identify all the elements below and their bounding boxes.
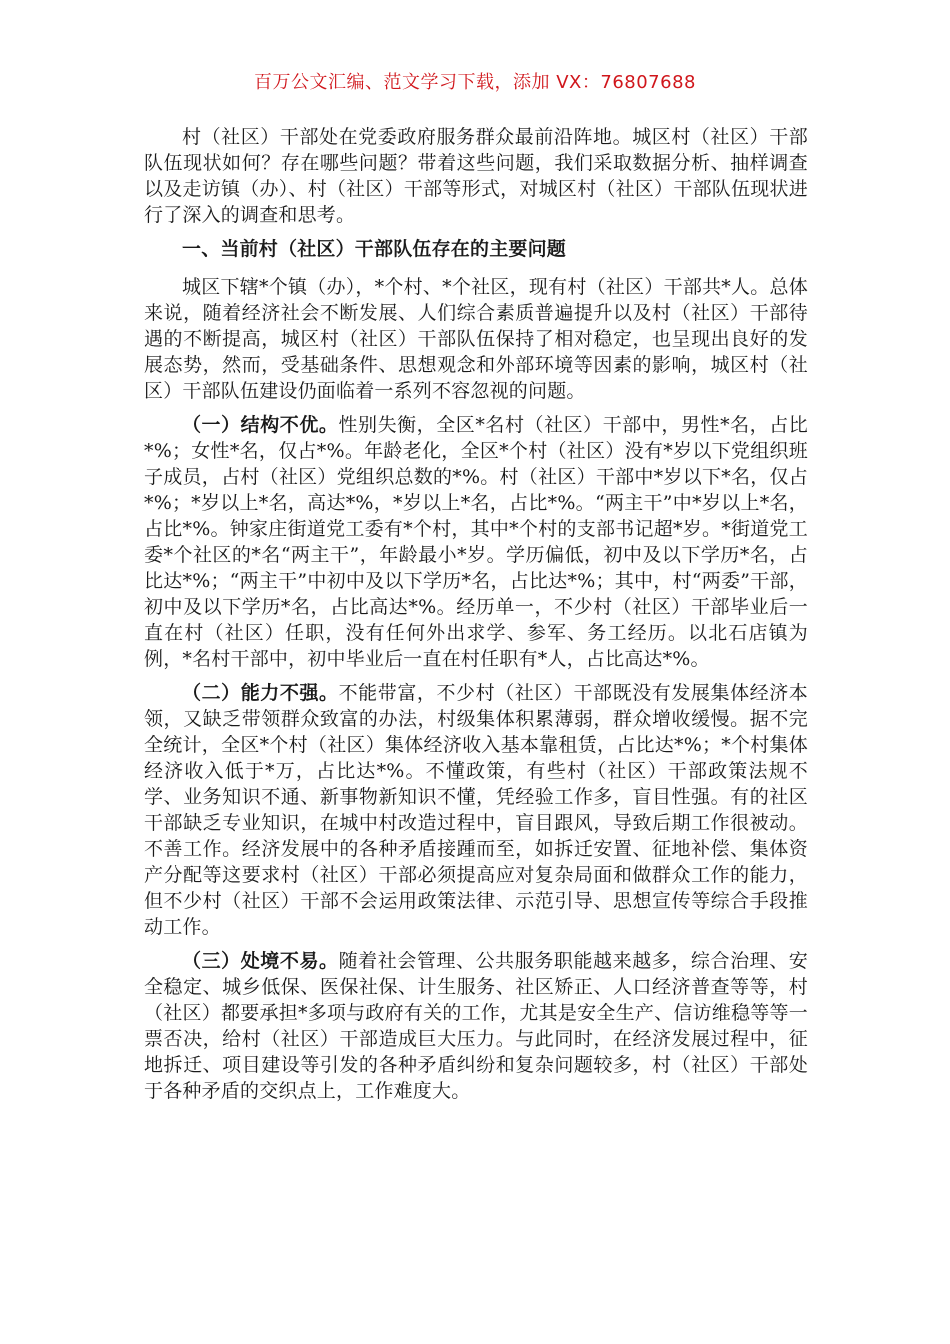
problem-structure-paragraph (144, 412, 808, 672)
section-overview-paragraph: 城区下辖*个镇（办），*个村、*个社区，现有村（社区）干部共*人。总体来说，随着经济社会不断发展、人们综合素质普遍提升以及村（社区）干部待遇的不断提高，城区村（社区）干部队伍保持了相对稳定，也呈现出良好的发展态势，然而，受基础条件、思想观念和外部环境等因素的影响，城区村（社区）干部队伍建设仍面临着一系列不容忽视的问题。 (144, 276, 808, 402)
problem-ability-paragraph (144, 680, 808, 940)
intro-paragraph: 村（社区）干部处在党委政府服务群众最前沿阵地。城区村（社区）干部队伍现状如何？存在哪些问题？带着这些问题，我们采取数据分析、抽样调查以及走访镇（办）、村（社区）干部等形式，对城区村（社区）干部队伍现状进行了深入的调查和思考。 (144, 126, 808, 226)
problem-ability-title: （二）能力不强。 (182, 682, 339, 704)
document-body (144, 124, 808, 1112)
problem-situation-paragraph (144, 948, 808, 1104)
problem-situation-text: 随着社会管理、公共服务职能越来越多，综合治理、安全稳定、城乡低保、医保社保、计生服务、社区矫正、人口经济普查等等，村（社区）都要承担*多项与政府有关的工作，尤其是安全生产、信访维稳等等一票否决，给村（社区）干部造成巨大压力。与此同时，在经济发展过程中，征地拆迁、项目建设等引发的各种矛盾纠纷和复杂问题较多，村（社区）干部处于各种矛盾的交织点上，工作难度大。 (144, 950, 808, 1102)
problem-ability-text: 不能带富，不少村（社区）干部既没有发展集体经济本领，又缺乏带领群众致富的办法，村级集体积累薄弱，群众增收缓慢。据不完全统计，全区*个村（社区）集体经济收入基本靠租赁，占比达*%；*个村集体经济收入低于*万，占比达*%。不懂政策，有些村（社区）干部政策法规不学、业务知识不通、新事物新知识不懂，凭经验工作多，盲目性强。有的社区干部缺乏专业知识，在城中村改造过程中，盲目跟风，导致后期工作很被动。不善工作。经济发展中的各种矛盾接踵而至，如拆迁安置、征地补偿、集体资产分配等这要求村（社区）干部必须提高应对复杂局面和做群众工作的能力，但不少村（社区）干部不会运用政策法律、示范引导、思想宣传等综合手段推动工作。 (144, 682, 808, 938)
problem-situation-title: （三）处境不易。 (182, 950, 339, 972)
watermark-header: 百万公文汇编、范文学习下载，添加 VX：76807688 (254, 72, 696, 93)
problem-structure-title: （一）结构不优。 (182, 414, 339, 436)
section-heading: 一、当前村（社区）干部队伍存在的主要问题 (182, 238, 567, 260)
problem-structure-text: 性别失衡，全区*名村（社区）干部中，男性*名，占比*%；女性*名，仅占*%。年龄老化，全区*个村（社区）没有*岁以下党组织班子成员，占村（社区）党组织总数的*%。村（社区）干部中*岁以下*名，仅占*%；*岁以上*名，高达*%，*岁以上*名，占比*%。“两主干”中*岁以上*名，占比*%。钟家庄街道党工委有*个村，其中*个村的支部书记超*岁。*街道党工委*个社区的*名“两主干”，年龄最小*岁。学历偏低，初中及以下学历*名，占比达*%；“两主干”中初中及以下学历*名，占比达*%；其中，村“两委”干部，初中及以下学历*名，占比高达*%。经历单一，不少村（社区）干部毕业后一直在村（社区）任职，没有任何外出求学、参军、务工经历。以北石店镇为例，*名村干部中，初中毕业后一直在村任职有*人，占比高达*%。 (144, 414, 808, 670)
